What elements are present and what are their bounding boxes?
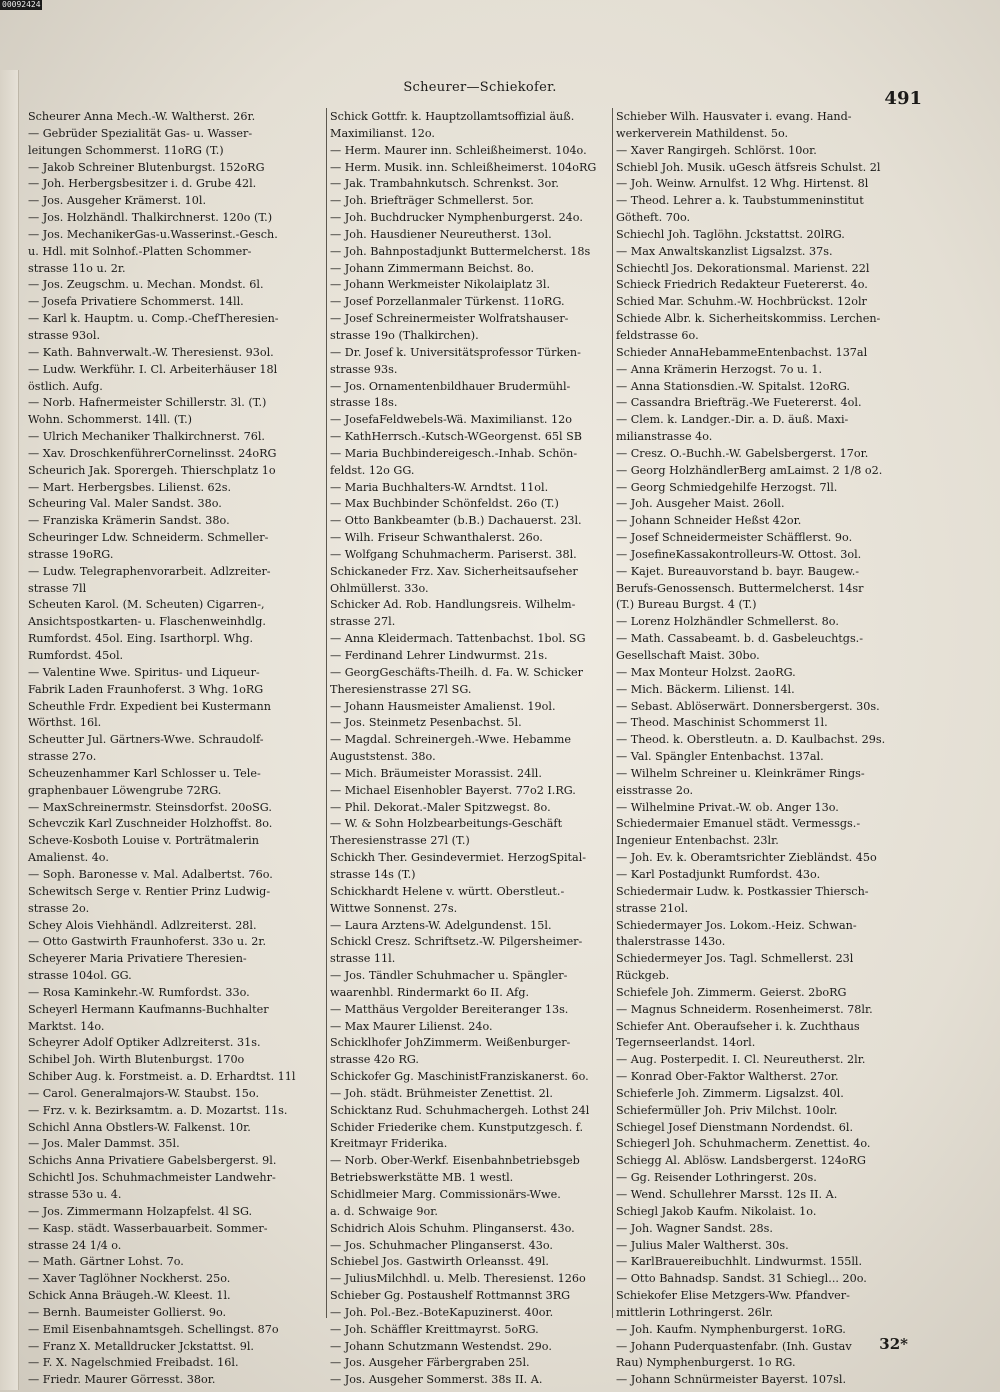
directory-line: Scheyerer Maria Privatiere Theresien- [28,952,247,966]
directory-line: Scheyerl Hermann Kaufmanns-Buchhalter [28,1002,269,1016]
directory-line: — Math. Cassabeamt. b. d. Gasbeleuchtgs.- [616,632,864,646]
directory-line: mittlerin Lothringerst. 26lr. [616,1305,774,1319]
directory-line: — Friedr. Maurer Görresst. 38or. [28,1373,216,1387]
directory-line: — Joh. Briefträger Schmellerst. 5or. [330,194,534,208]
directory-line: strasse 14s (T.) [330,867,416,881]
directory-line: Rumfordst. 45ol. [28,649,124,662]
directory-line: Kreitmayr Friderika. [330,1137,448,1151]
directory-line: — Xav. DroschkenführerCornelinsst. 24oRG [28,446,277,460]
directory-line: Schiefele Joh. Zimmerm. Geierst. 2boRG [616,985,847,999]
directory-line: (T.) Bureau Burgst. 4 (T.) [616,598,757,612]
directory-line: Schiegel Josef Dienstmann Nordendst. 6l. [616,1120,854,1134]
directory-line: — Jos. Ausgeher Krämerst. 10l. [28,194,207,208]
directory-line: strasse 27l. [330,615,396,629]
directory-line: Schiedermair Ludw. k. Postkassier Thiersch- [616,884,869,898]
directory-line: — Matthäus Vergolder Bereiteranger 13s. [330,1002,569,1016]
directory-line: — Maria Buchbindereigesch.-Inhab. Schön- [330,446,578,460]
directory-line: Schiede Albr. k. Sicherheitskommiss. Lerchen- [616,312,881,326]
directory-line: Schiekofer Elise Metzgers-Ww. Pfandver- [616,1289,850,1303]
directory-line: — Anna Stationsdien.-W. Spitalst. 12oRG. [616,379,850,393]
directory-line: milianstrasse 4o. [616,430,713,444]
directory-line: — Aug. Posterpedit. I. Cl. Neureutherst. 2lr. [616,1053,866,1067]
directory-line: — Max Anwaltskanzlist Ligsalzst. 37s. [616,244,833,258]
directory-line: Tegernseerlandst. 14orl. [616,1036,756,1050]
directory-line: — Jos. Steinmetz Pesenbachst. 5l. [330,716,522,730]
directory-line: — MaxSchreinermstr. Steinsdorfst. 20oSG. [28,800,272,814]
directory-line: — Ludw. Werkführ. I. Cl. Arbeiterhäuser 18l [28,362,278,376]
directory-line: Schey Alois Viehhändl. Adlzreiterst. 28l. [28,918,257,932]
directory-line: Schiedermeyer Jos. Tagl. Schmellerst. 23l [616,952,854,966]
directory-line: Theresienstrasse 27l SG. [330,682,472,696]
directory-line: — Emil Eisenbahnamtsgeh. Schellingst. 87o [28,1322,279,1336]
directory-line: — Anna Krämerin Herzogst. 7o u. 1. [616,362,823,376]
directory-line: — Jos. Tändler Schuhmacher u. Spängler- [330,969,568,983]
directory-line: Scheutter Jul. Gärtners-Wwe. Schraudolf- [28,733,264,747]
directory-line: Schibel Joh. Wirth Blutenburgst. 170o [28,1053,245,1067]
directory-line: Schiedermayer Jos. Lokom.-Heiz. Schwan- [616,918,857,932]
directory-line: — Jos. Maler Dammst. 35l. [28,1137,180,1151]
directory-line: graphenbauer Löwengrube 72RG. [28,783,222,797]
directory-line: — Joh. Buchdrucker Nymphenburgerst. 24o. [330,211,583,225]
directory-line: — Gg. Reisender Lothringerst. 20s. [616,1171,817,1185]
directory-line: Amalienst. 4o. [28,851,109,865]
directory-line: Schichtl Jos. Schuhmachmeister Landwehr- [28,1171,276,1185]
directory-line: Schiegg Al. Ablösw. Landsbergerst. 124oRG [616,1154,866,1168]
directory-line: — Dr. Josef k. Universitätsprofessor Türken- [330,345,581,359]
directory-line: — Carol. Generalmajors-W. Staubst. 15o. [28,1086,259,1100]
directory-line: — JosefaFeldwebels-Wä. Maximilianst. 12o [330,413,572,427]
directory-line: — Norb. Hafnermeister Schillerstr. 3l. (T.) [28,396,267,410]
directory-line: Fabrik Laden Fraunhoferst. 3 Whg. 1oRG [28,682,264,696]
directory-line: — Johann Werkmeister Nikolaiplatz 3l. [330,278,551,292]
directory-line: — Karl k. Hauptm. u. Comp.-ChefTheresien- [28,312,279,326]
directory-line: Scheuring Val. Maler Sandst. 38o. [28,497,222,511]
directory-line: — Cresz. O.-Buchh.-W. Gabelsbergerst. 17or. [616,446,869,460]
directory-line: — Ferdinand Lehrer Lindwurmst. 21s. [330,649,548,662]
directory-line: Schick Gottfr. k. Hauptzollamtsoffizial äuß. [330,110,575,123]
directory-line: Rau) Nymphenburgerst. 1o RG. [616,1356,796,1370]
directory-line: strasse 53o u. 4. [28,1188,122,1201]
directory-line: — Joh. Hausdiener Neureutherst. 13ol. [330,227,552,241]
directory-line: — Wilhelmine Privat.-W. ob. Anger 13o. [616,800,839,814]
directory-line: Schidrich Alois Schuhm. Plinganserst. 43o. [330,1221,575,1235]
directory-line: Schewitsch Serge v. Rentier Prinz Ludwig- [28,884,271,898]
directory-line: strasse 21ol. [616,901,689,915]
directory-line: — Joh. Schäffler Kreittmayrst. 5oRG. [330,1322,539,1336]
directory-line: Schickh Ther. Gesindevermiet. HerzogSpital- [330,851,587,865]
directory-line: Scheuzenhammer Karl Schlosser u. Tele- [28,766,261,780]
binding-gutter [0,70,19,1390]
directory-line: Ohlmüllerst. 33o. [330,581,429,595]
directory-line: — Max Buchbinder Schönfeldst. 26o (T.) [330,497,559,511]
directory-line: feldst. 12o GG. [330,463,415,477]
directory-line: — Georg HolzhändlerBerg amLaimst. 2 1/8 o2. [616,463,883,477]
directory-line: — Wolfgang Schuhmacherm. Pariserst. 38l. [330,547,577,561]
directory-line: Scheuringer Ldw. Schneiderm. Schmeller- [28,531,269,545]
directory-line: Berufs-Genossensch. Buttermelcherst. 14sr [616,581,864,595]
directory-line: strasse 93ol. [28,328,101,342]
directory-line: Schicker Ad. Rob. Handlungsreis. Wilhelm- [330,598,576,612]
directory-line: werkerverein Mathildenst. 5o. [616,126,789,140]
directory-line: — JuliusMilchhdl. u. Melb. Theresienst. 126o [330,1272,586,1286]
directory-line: Schickl Cresz. Schriftsetz.-W. Pilgersheimer- [330,935,583,949]
directory-line: Schidlmeier Marg. Commissionärs-Wwe. [330,1188,561,1201]
directory-line: — Josef Schreinermeister Wolfratshauser- [330,312,569,326]
directory-line: strasse 18s. [330,396,398,410]
directory-line: — Joh. Wagner Sandst. 28s. [616,1221,773,1235]
directory-line: — Jos. Ausgeher Sommerst. 38s II. A. [330,1373,543,1387]
directory-line: Wörthst. 16l. [28,716,102,730]
directory-line: — Soph. Baronesse v. Mal. Adalbertst. 76o. [28,867,273,881]
directory-line: — Josef Schneidermeister Schäfflerst. 9o. [616,531,853,545]
directory-line: Schieferle Joh. Zimmerm. Ligsalzst. 40l. [616,1086,844,1100]
directory-line: — Sebast. Ablöserwärt. Donnersbergerst. 30s. [616,699,880,713]
directory-line: eisstrasse 2o. [616,783,694,797]
directory-line: strasse 19oRG. [28,547,114,561]
directory-line: — Clem. k. Landger.-Dir. a. D. äuß. Maxi- [616,413,849,427]
directory-line: Schickhardt Helene v. württ. Oberstleut.- [330,884,565,898]
directory-line: — Konrad Ober-Faktor Waltherst. 27or. [616,1070,839,1084]
directory-line: — Julius Maler Waltherst. 30s. [616,1238,789,1252]
directory-line: — Jos. Zimmermann Holzapfelst. 4l SG. [28,1204,253,1218]
directory-line: — Max Monteur Holzst. 2aoRG. [616,665,796,679]
directory-line: Schicktanz Rud. Schuhmachergeh. Lothst 24l [330,1103,590,1117]
directory-line: a. d. Schwaige 9or. [330,1204,438,1218]
directory-line: Scheyrer Adolf Optiker Adlzreiterst. 31s. [28,1036,261,1050]
directory-line: — Jakob Schreiner Blutenburgst. 152oRG [28,160,265,174]
directory-line: — Herm. Maurer inn. Schleißheimerst. 104o. [330,143,587,157]
directory-line: Ingenieur Entenbachst. 23lr. [616,834,779,848]
directory-line: Scheve-Kosboth Louise v. Porträtmalerin [28,834,259,848]
directory-line: — Joh. Bahnpostadjunkt Buttermelcherst. 18s [330,244,591,258]
directory-line: Betriebswerkstätte MB. 1 westl. [330,1171,514,1185]
directory-line: — Franziska Krämerin Sandst. 38o. [28,514,230,528]
directory-line: Schiebl Joh. Musik. uGesch ätfsreis Schulst. 2l [616,160,881,174]
directory-line: — Franz X. Metalldrucker Jckstattst. 9l. [28,1339,254,1353]
directory-line: strasse 93s. [330,362,398,376]
directory-line: strasse 11l. [330,952,396,966]
directory-line: — Theod. k. Oberstleutn. a. D. Kaulbachst. 29s. [616,733,886,747]
directory-line: Schiefer Ant. Oberaufseher i. k. Zuchthaus [616,1019,860,1033]
directory-line: — Bernh. Baumeister Gollierst. 9o. [28,1305,227,1319]
directory-line: Rückgeb. [616,969,670,983]
column-divider [612,108,613,1318]
directory-line: — KarlBrauereibuchhlt. Lindwurmst. 155ll. [616,1255,863,1269]
directory-line: — Wend. Schullehrer Marsst. 12s II. A. [616,1188,838,1201]
directory-line: — Valentine Wwe. Spiritus- und Liqueur- [28,665,260,679]
directory-line: — Karl Postadjunkt Rumfordst. 43o. [616,867,821,881]
directory-line: — Val. Spängler Entenbachst. 137al. [616,750,824,764]
directory-line: Schiber Aug. k. Forstmeist. a. D. Erhardtst. 11l [28,1070,296,1084]
directory-line: Rumfordst. 45ol. Eing. Isarthorpl. Whg. [28,632,254,646]
directory-line: — Johann Zimmermann Beichst. 8o. [330,261,535,275]
directory-line: — Georg Schmiedgehilfe Herzogst. 7ll. [616,480,838,494]
directory-line: Schiegl Jakob Kaufm. Nikolaist. 1o. [616,1204,817,1218]
directory-line: — Joh. Pol.-Bez.-BoteKapuzinerst. 40or. [330,1305,554,1319]
directory-line: — Theod. Maschinist Schommerst 1l. [616,716,828,730]
directory-line: Götheft. 70o. [616,211,691,225]
directory-line: — Max Maurer Lilienst. 24o. [330,1019,493,1033]
directory-line: Schiedermaier Emanuel städt. Vermessgs.- [616,817,861,831]
directory-line: Schieck Friedrich Redakteur Fuetererst. 4o. [616,278,868,292]
directory-line: Marktst. 14o. [28,1019,105,1033]
directory-line: — Wilhelm Schreiner u. Kleinkrämer Rings- [616,766,865,780]
directory-line: — Magdal. Schreinergeh.-Wwe. Hebamme [330,733,571,747]
directory-line: — KathHerrsch.-Kutsch-WGeorgenst. 65l SB [330,430,583,444]
directory-line: — Joh. Herbergsbesitzer i. d. Grube 42l. [28,177,257,191]
directory-line: — Kath. Bahnverwalt.-W. Theresienst. 93ol. [28,345,274,359]
directory-line: Schiechl Joh. Taglöhn. Jckstattst. 20lRG. [616,227,845,241]
directory-line: — Josefa Privatiere Schommerst. 14ll. [28,295,244,309]
directory-line: — F. X. Nagelschmied Freibadst. 16l. [28,1356,239,1370]
directory-line: — Xaver Taglöhner Nockherst. 25o. [28,1272,231,1286]
directory-line: — Johann Puderquastenfabr. (Inh. Gustav [616,1339,852,1353]
directory-line: Schider Friederike chem. Kunstputzgesch. f. [330,1120,584,1134]
directory-line: — Anna Kleidermach. Tattenbachst. 1bol. SG [330,632,586,646]
directory-line: Ansichtspostkarten- u. Flaschenweinhdlg. [28,615,266,629]
directory-line: — W. & Sohn Holzbearbeitungs-Geschäft [330,817,563,831]
directory-line: Schiebel Jos. Gastwirth Orleansst. 49l. [330,1255,549,1269]
directory-line: — Mart. Herbergsbes. Lilienst. 62s. [28,480,232,494]
directory-line: Schickofer Gg. MaschinistFranziskanerst. 6o. [330,1070,589,1084]
directory-line: Wohn. Schommerst. 14ll. (T.) [28,413,193,427]
directory-line: — Kasp. städt. Wasserbauarbeit. Sommer- [28,1221,268,1235]
directory-line: — Xaver Rangirgeh. Schlörst. 10or. [616,143,817,157]
directory-line: strasse 24 1/4 o. [28,1238,122,1252]
directory-line: — Michael Eisenhobler Bayerst. 77o2 I.RG. [330,783,576,797]
directory-line: — Math. Gärtner Lohst. 7o. [28,1255,184,1269]
directory-line: Schiefermüller Joh. Priv Milchst. 10olr. [616,1103,838,1117]
directory-line: — Maria Buchhalters-W. Arndtst. 11ol. [330,480,549,494]
running-head: Scheurer—Schiekofer. [403,80,557,95]
column-1 [28,109,328,1387]
directory-line: Schied Mar. Schuhm.-W. Hochbrückst. 12olr [616,295,867,309]
directory-line: Scheuthle Frdr. Expedient bei Kustermann [28,699,271,713]
directory-line: Schichs Anna Privatiere Gabelsbergerst. 9l. [28,1154,277,1168]
directory-line: Schevczik Karl Zuschneider Holzhoffst. 8o. [28,817,273,831]
directory-line: — Frz. v. k. Bezirksamtm. a. D. Mozartst. 11s. [28,1103,288,1117]
directory-line: — Jos. Ornamentenbildhauer Brudermühl- [330,379,571,393]
column-2 [330,109,630,1387]
directory-line: — Joh. Kaufm. Nymphenburgerst. 1oRG. [616,1322,846,1336]
directory-line: — Norb. Ober-Werkf. Eisenbahnbetriebsgeb [330,1154,580,1168]
directory-line: — Jak. Trambahnkutsch. Schrenkst. 3or. [330,177,559,191]
directory-line: — JosefineKassakontrolleurs-W. Ottost. 3ol. [616,547,862,561]
directory-line: — Jos. Schuhmacher Plinganserst. 43o. [330,1238,553,1252]
directory-line: — Johann Hausmeister Amalienst. 19ol. [330,699,556,713]
directory-line: strasse 7ll [28,581,87,595]
directory-line: strasse 27o. [28,750,97,764]
directory-line: Schieber Gg. Postaushelf Rottmannst 3RG [330,1289,571,1303]
directory-line: — Phil. Dekorat.-Maler Spitzwegst. 8o. [330,800,551,814]
directory-line: — Otto Gastwirth Fraunhoferst. 33o u. 2r. [28,935,267,949]
directory-line: — Mich. Bräumeister Morassist. 24ll. [330,766,542,780]
directory-line: — Jos. MechanikerGas-u.Wasserinst.-Gesch. [28,227,278,241]
directory-line: — Josef Porzellanmaler Türkenst. 11oRG. [330,295,565,309]
directory-line: Scheurich Jak. Sporergeh. Thierschplatz 1o [28,463,276,477]
directory-line: — Rosa Kaminkehr.-W. Rumfordst. 33o. [28,985,250,999]
directory-line: — Cassandra Briefträg.-We Fuetererst. 4ol. [616,396,862,410]
directory-line: — Johann Schneider Heßst 42or. [616,514,802,528]
directory-line: Schieder AnnaHebammeEntenbachst. 137al [616,345,868,359]
directory-line: — Joh. Weinw. Arnulfst. 12 Whg. Hirtenst. 8l [616,177,869,191]
directory-line: — Joh. Ausgeher Maist. 26oll. [616,497,785,511]
directory-line: Schichl Anna Obstlers-W. Falkenst. 10r. [28,1120,251,1134]
directory-line: östlich. Aufg. [28,379,103,393]
directory-line: — Magnus Schneiderm. Rosenheimerst. 78lr. [616,1002,873,1016]
directory-line: Wittwe Sonnenst. 27s. [330,901,458,915]
directory-line: strasse 11o u. 2r. [28,261,126,275]
directory-line: strasse 42o RG. [330,1053,419,1067]
directory-line: — Laura Arztens-W. Adelgundenst. 15l. [330,918,552,932]
directory-line: — Joh. städt. Brühmeister Zenettist. 2l. [330,1086,553,1100]
directory-line: Theresienstrasse 27l (T.) [330,834,470,848]
directory-line: — Kajet. Bureauvorstand b. bayr. Baugew.- [616,564,860,578]
directory-line: — Johann Schnürmeister Bayerst. 107sl. [616,1373,847,1387]
directory-line: strasse 104ol. GG. [28,969,132,983]
directory-line: Schicklhofer JohZimmerm. Weißenburger- [330,1036,571,1050]
directory-line: — Herm. Musik. inn. Schleißheimerst. 104oRG [330,160,597,174]
directory-line: Gesellschaft Maist. 30bo. [616,649,760,662]
directory-line: — Theod. Lehrer a. k. Taubstummeninstitut [616,194,864,208]
directory-line: Auguststenst. 38o. [330,750,436,764]
directory-line: feldstrasse 6o. [616,328,699,342]
directory-line: — Otto Bahnadsp. Sandst. 31 Schiegl... 20o. [616,1272,867,1286]
directory-line: Schiechtl Jos. Dekorationsmal. Marienst. 22l [616,261,870,275]
directory-line: — Gebrüder Spezialität Gas- u. Wasser- [28,126,253,140]
directory-line: — Jos. Ausgeher Färbergraben 25l. [330,1356,530,1370]
directory-line: — Joh. Ev. k. Oberamtsrichter Ziebländst. 45o [616,851,877,865]
signature-mark: 32* [879,1335,908,1353]
directory-line: — Lorenz Holzhändler Schmellerst. 8o. [616,615,839,629]
directory-line: Maximilianst. 12o. [330,126,435,140]
directory-line: Scheuten Karol. (M. Scheuten) Cigarren-, [28,598,265,612]
page-number: 491 [884,88,922,109]
directory-line: strasse 19o (Thalkirchen). [330,328,479,342]
directory-line: — Mich. Bäckerm. Lilienst. 14l. [616,682,795,696]
directory-line: Schieber Wilh. Hausvater i. evang. Hand- [616,110,852,123]
directory-line: — Ludw. Telegraphenvorarbeit. Adlzreiter- [28,564,271,578]
directory-line: — Jos. Holzhändl. Thalkirchnerst. 120o (T.) [28,211,273,225]
directory-line: — Otto Bankbeamter (b.B.) Dachauerst. 23l. [330,514,582,528]
scan-id-label: 00092424 [2,0,41,9]
directory-line: — Wilh. Friseur Schwanthalerst. 26o. [330,531,543,545]
directory-line: Schiegerl Joh. Schuhmacherm. Zenettist. 4o. [616,1137,871,1151]
directory-line: — Ulrich Mechaniker Thalkirchnerst. 76l. [28,430,265,444]
directory-line: — Johann Schutzmann Westendst. 29o. [330,1339,552,1353]
directory-line: Scheurer Anna Mech.-W. Waltherst. 26r. [28,110,256,123]
directory-line: — Jos. Zeugschm. u. Mechan. Mondst. 6l. [28,278,264,292]
directory-line: waarenhbl. Rindermarkt 6o II. Afg. [330,985,530,999]
column-divider [326,108,327,1318]
directory-line: leitungen Schommerst. 11oRG (T.) [28,143,224,157]
directory-line: strasse 2o. [28,901,90,915]
directory-line: Schickaneder Frz. Xav. Sicherheitsaufseher [330,564,578,578]
directory-line: — GeorgGeschäfts-Theilh. d. Fa. W. Schicker [330,665,583,679]
directory-line: Schick Anna Bräugeh.-W. Kleest. 1l. [28,1289,231,1303]
directory-line: u. Hdl. mit Solnhof.-Platten Schommer- [28,244,252,258]
directory-line: thalerstrasse 143o. [616,935,726,949]
